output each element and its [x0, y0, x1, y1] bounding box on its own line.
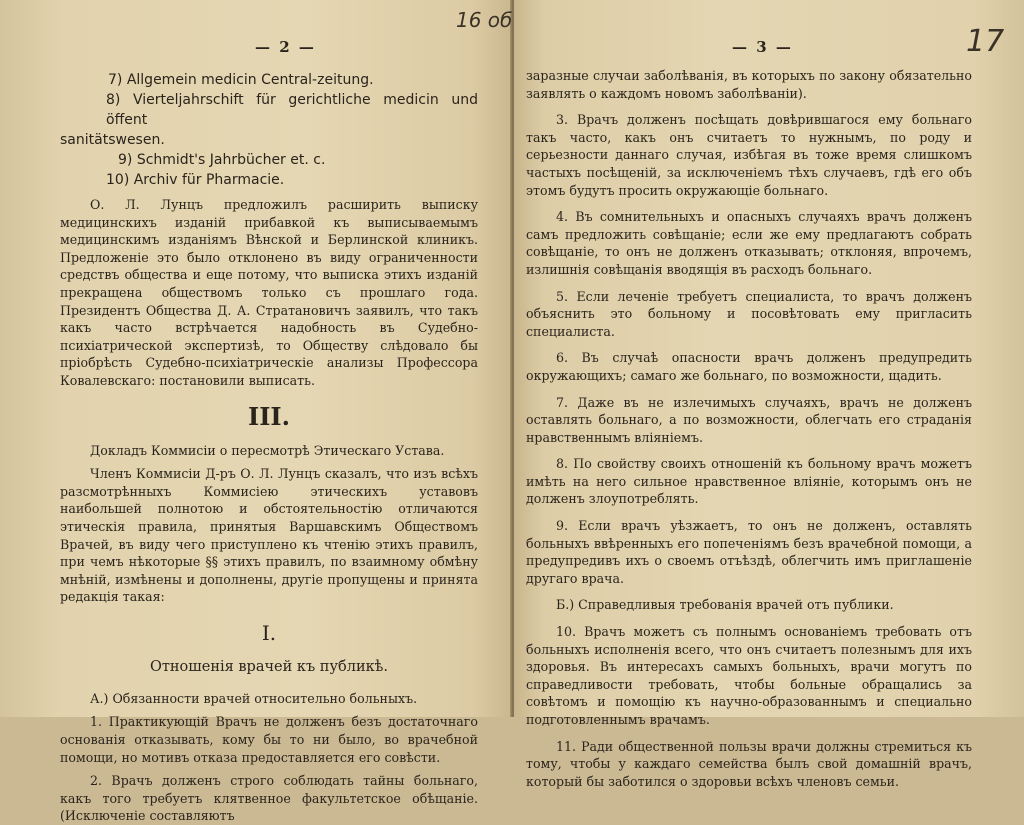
rule-item-10: 10. Врачъ можетъ съ полнымъ основаніемъ требовать отъ больныхъ исполненія всего, что онъ считаетъ полезнымъ для ихъ здоровья. Въ интересахъ самыхъ больныхъ, врачи могутъ по справедливости требовать, чтобы больные обращались за совѣтомъ и помощію къ научно-образованнымъ и специально подготовленнымъ врачамъ.: [526, 624, 972, 727]
rule-item-9: 9. Если врачъ уѣзжаетъ, то онъ не долженъ, оставлять больныхъ ввѣренныхъ его попеченіямъ безъ врачебной помощи, а предупредивъ ихъ о своемъ отъѣздѣ, облегчить имъ приглашеніе другаго врача.: [526, 518, 972, 586]
chapter-title: Отношенія врачей къ публикѣ.: [149, 658, 389, 675]
list-item: 8) Vierteljahrschift für gerichtliche medicin und öffent: [106, 92, 478, 128]
list-item: sanitätswesen.: [60, 132, 165, 148]
section-heading-roman: III.: [247, 401, 291, 431]
subsection-b-title: Б.) Справедливыя требованія врачей отъ публики.: [556, 597, 894, 613]
rule-item-7: 7. Даже въ не излечимыхъ случаяхъ, врачъ не долженъ оставлять больнаго, а по возможности, облегчать его страданія нравственнымъ вліяніемъ.: [526, 394, 972, 445]
subsection-a-title: А.) Обязанности врачей относительно больныхъ.: [90, 690, 418, 706]
report-title: Докладъ Коммисіи о пересмотрѣ Этическаго Устава.: [90, 442, 445, 458]
handwritten-folio-right: 17: [966, 24, 1005, 59]
list-item: 9) Schmidt's Jahrbücher et. c.: [118, 152, 326, 168]
rule-item-1: 1. Практикующій Врачъ не долженъ безъ достаточнаго основанія отказывать, кому бы то ни было, во врачебной помощи, но мотивъ отказа предоставляется его совѣсти.: [60, 714, 478, 765]
list-item: 7) Allgemein medicin Central-zeitung.: [108, 72, 374, 88]
left-page-number: — 2 —: [255, 38, 316, 56]
left-text-column: [60, 70, 478, 825]
rule-item-3: 3. Врачъ долженъ посѣщать довѣрившагося ему больнаго такъ часто, какъ онъ считаетъ то нужнымъ, по роду и серьезности даннаго случая, избѣгая въ тоже время слишкомъ частыхъ посѣщеній, за исключеніемъ тѣхъ случаевъ, гдѣ его объ этомъ будутъ просить окружающіе больнаго.: [526, 112, 972, 198]
rule-item-6: 6. Въ случаѣ опасности врачъ долженъ предупредить окружающихъ; самаго же больнаго, по возможности, щадить.: [526, 350, 972, 383]
right-text-column: [526, 67, 972, 790]
rule-item-11: 11. Ради общественной пользы врачи должны стремиться къ тому, чтобы у каждаго семейства былъ свой домашній врачъ, который бы заботился о здоровьи всѣхъ членовъ семьи.: [526, 738, 972, 789]
rule-item-2-continuation: заразные случаи заболѣванія, въ которыхъ по закону обязательно заявлять о каждомъ новомъ заболѣваніи).: [526, 68, 972, 101]
rule-item-8: 8. По свойству своихъ отношеній къ больному врачъ можетъ имѣть на него сильное нравственное вліяніе, которымъ онъ не долженъ злоупотреблять.: [526, 456, 972, 507]
rule-item-2: 2. Врачъ долженъ строго соблюдать тайны больнаго, какъ того требуетъ клятвенное факультетское обѣщаніе. (Исключеніе составляютъ: [60, 773, 478, 824]
paragraph-commission-member: Членъ Коммисіи Д-ръ О. Л. Лунцъ сказалъ, что изъ всѣхъ разсмотрѣнныхъ Коммисіею этическихъ уставовъ наибольшей полнотою и обстоятельностію отличаются этическія правила, принятыя Варшавскимъ Обществомъ Врачей, въ виду чего приступлено къ чтенію этихъ правилъ, при чемъ нѣкоторые §§ этихъ правилъ, по взаимному обмѣну мнѣній, измѣнены и дополнены, другіе пропущены и принята редакція такая:: [60, 466, 478, 605]
rule-item-4: 4. Въ сомнительныхъ и опасныхъ случаяхъ врачъ долженъ самъ предложить совѣщаніе; если же ему предлагаютъ собрать совѣщаніе, то онъ не долженъ отказывать; отклоняя, впрочемъ, излишнія совѣщанія вводящія въ расходъ больнаго.: [526, 209, 972, 277]
right-page-number: — 3 —: [732, 38, 793, 56]
handwritten-folio-left: 16 об: [456, 8, 513, 32]
rule-item-5: 5. Если леченіе требуетъ специалиста, то врачъ долженъ объяснить это больному и посовѣтовать ему пригласить специалиста.: [526, 288, 972, 339]
list-item: 10) Archiv für Pharmacie.: [106, 172, 285, 188]
paragraph-lunz-proposal: О. Л. Лунцъ предложилъ расширить выписку медицинскихъ изданій прибавкой къ выписываемымъ медицинскимъ изданіямъ Вѣнской и Берлинской клиникъ. Предложеніе это было отклонено въ виду ограниченности средствъ общества и еще потому, что выписка этихъ изданій прекращена обществомъ только съ прошлаго года. Президентъ Общества Д. А. Стратановичъ заявилъ, что такъ какъ часто встрѣчается надобность въ Судебно-психіатрической экспертизѣ, то Обществу слѣдовало бы пріобрѣсть Судебно-психіатрическіе анализы Профессора Ковалевскаго: постановили выписать.: [60, 197, 478, 388]
chapter-heading-roman: I.: [261, 620, 277, 645]
